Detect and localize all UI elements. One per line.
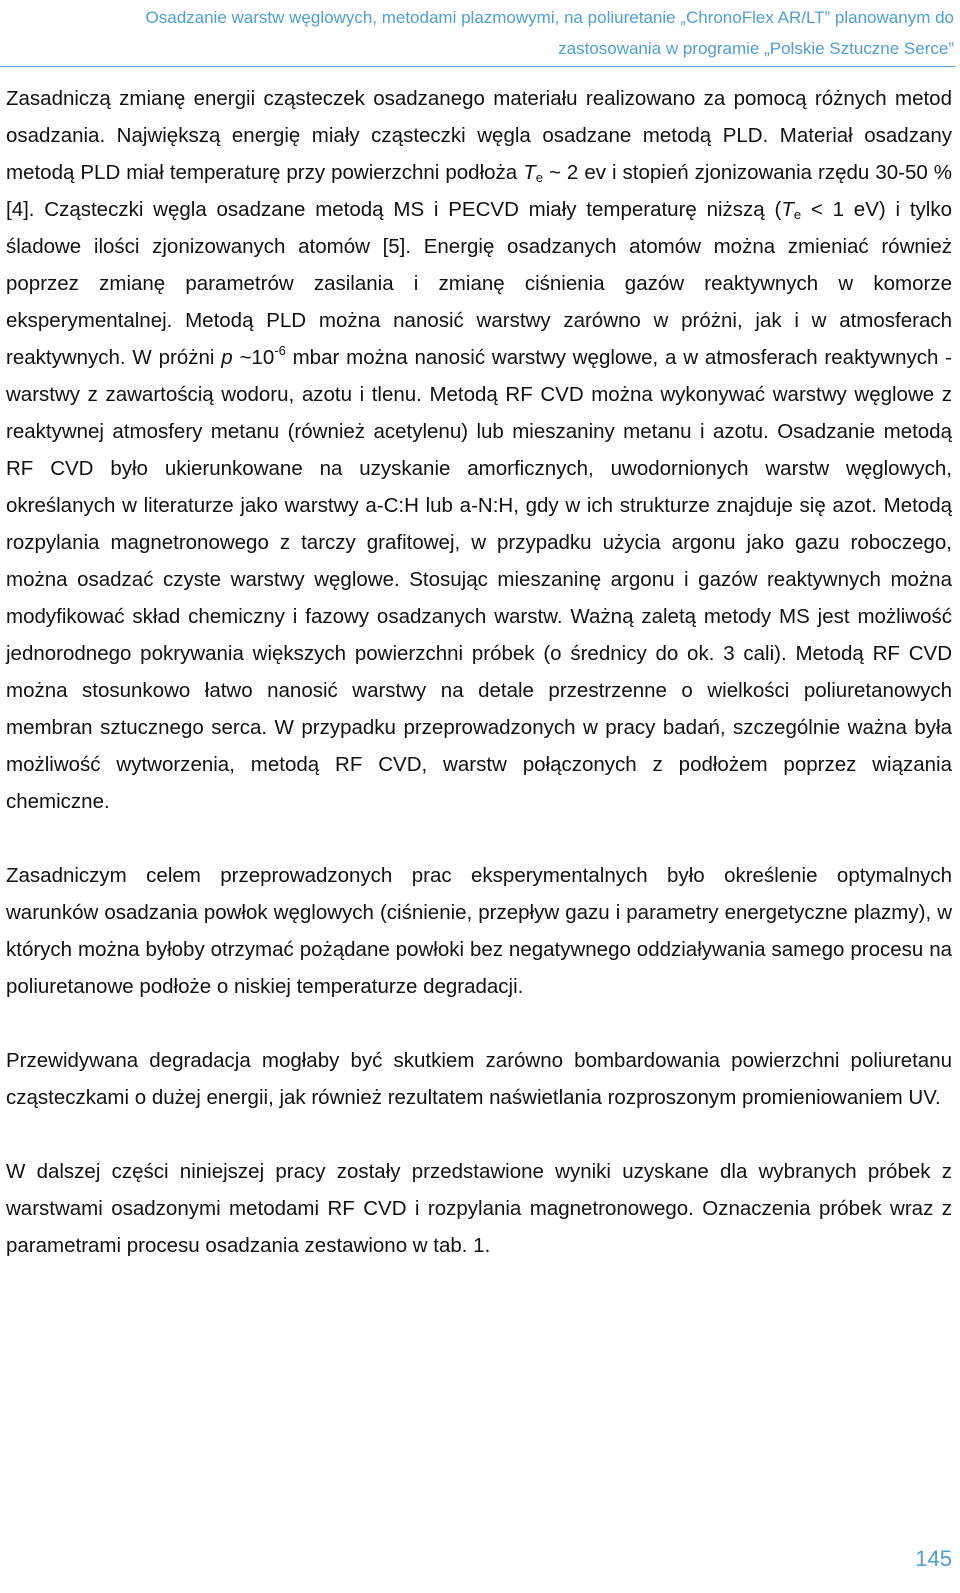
header-divider [0, 66, 956, 67]
page-number: 145 [915, 1546, 952, 1571]
paragraph-2: Zasadniczym celem przeprowadzonych prac eksperymentalnych było określenie optymalnych warunków osadzania powłok węglowych (ciśnienie, przepływ gazu i parametry energetyczne plazmy), w których można byłoby otrzymać pożądane powłoki bez negatywnego oddziaływania samego procesu na poliuretanowe podłoże o niskiej temperaturze degradacji. [6, 864, 952, 998]
pressure-exponent: -6 [274, 343, 286, 358]
paragraph-4: W dalszej części niniejszej pracy zostały przedstawione wyniki uzyskane dla wybranych próbek z warstwami osadzonymi metodami RF CVD i rozpylania magnetronowego. Oznaczenia próbek wraz z parametrami procesu osadzania zestawiono w tab. 1. [6, 1160, 952, 1257]
temperature-symbol-2: T [781, 198, 794, 221]
paragraph-1-part-b: ~ 2 ev i stopień zjonizowania rzędu 30-50 % [4]. Cząsteczki węgla osadzane metodą MS i PECVD miały temperaturę niższą ( [6, 161, 952, 221]
paragraph-1-part-c: < 1 eV) i tylko śladowe ilości zjonizowanych atomów [5]. Energię osadzanych atomów można zmieniać również poprzez zmianę parametrów zasilania i zmianę ciśnienia gazów reaktywnych w komorze eksperymentalnej. Metodą PLD można nanosić warstwy zarówno w próżni, jak i w atmosferach reaktywnych. W próżni [6, 198, 952, 369]
temperature-subscript: e [535, 170, 543, 185]
temperature-symbol: T [523, 161, 536, 184]
paragraph-1-part-d: ~10 [232, 346, 275, 369]
running-header-line-1: Osadzanie warstw węglowych, metodami plazmowymi, na poliuretanie „ChronoFlex AR/LT” planowanym do [145, 8, 954, 27]
running-header-line-2: zastosowania w programie „Polskie Sztuczne Serce” [558, 39, 954, 58]
paragraph-3: Przewidywana degradacja mogłaby być skutkiem zarówno bombardowania powierzchni poliuretanu cząsteczkami o dużej energii, jak również rezultatem naświetlania rozproszonym promieniowaniem UV. [6, 1049, 952, 1109]
paragraph-1-part-e: mbar można nanosić warstwy węglowe, a w atmosferach reaktywnych - warstwy z zawartością wodoru, azotu i tlenu. Metodą RF CVD można wykonywać warstwy węglowe z reaktywnej atmosfery metanu (również acetylenu) lub mieszaniny metanu i azotu. Osadzanie metodą RF CVD było ukierunkowane na uzyskanie amorficznych, uwodornionych warstw węglowych, określanych w literaturze jako warstwy a-C:H lub a-N:H, gdy w ich strukturze znajduje się azot. Metodą rozpylania magnetronowego z tarczy grafitowej, w przypadku użycia argonu jako gazu roboczego, można osadzać czyste warstwy węglowe. Stosując mieszaninę argonu i gazów reaktywnych można modyfikować skład chemiczny i fazowy osadzanych warstw. Ważną zaletą metody MS jest możliwość jednorodnego pokrywania większych powierzchni próbek (o średnicy do ok. 3 cali). Metodą RF CVD można stosunkowo łatwo nanosić warstwy na detale przestrzenne o wielkości poliuretanowych membran sztucznego serca. W przypadku przeprowadzonych w pracy badań, szczególnie ważna była możliwość wytworzenia, metodą RF CVD, warstw połączonych z podłożem poprzez wiązania chemiczne. [6, 346, 952, 813]
paragraph-1 [6, 80, 952, 820]
pressure-symbol: p [221, 346, 233, 369]
body-text [6, 80, 952, 1301]
paragraph-1-part-a: Zasadniczą zmianę energii cząsteczek osadzanego materiału realizowano za pomocą różnych metod osadzania. Największą energię miały cząsteczki węgla osadzane metodą PLD. Materiał osadzany metodą PLD miał temperaturę przy powierzchni podłoża [6, 87, 952, 184]
running-header [0, 0, 954, 64]
temperature-subscript-2: e [793, 207, 802, 222]
